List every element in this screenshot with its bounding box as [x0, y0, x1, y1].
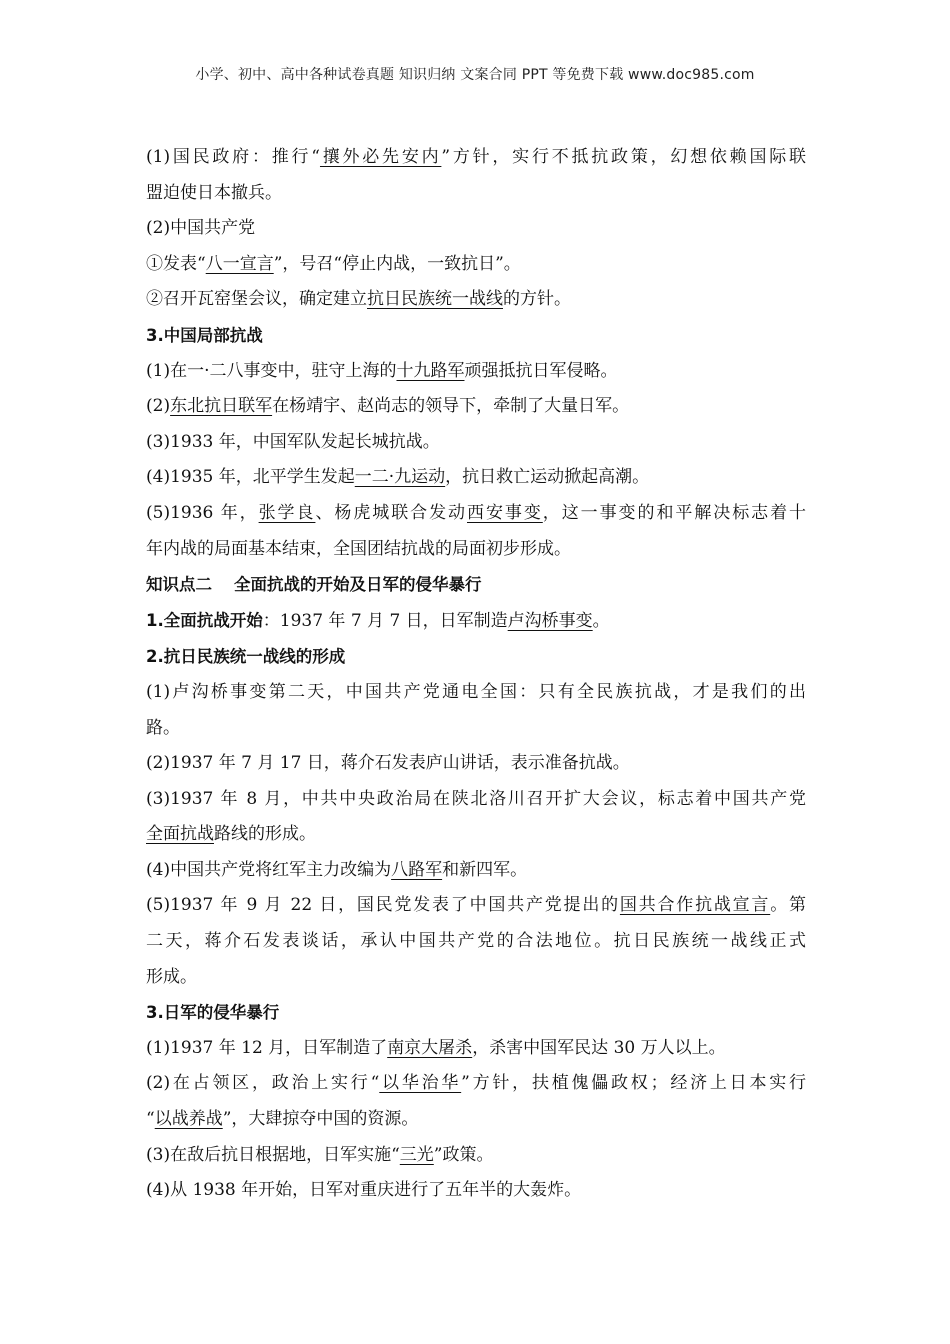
header-text: 小学、初中、高中各种试卷真题 知识归纳 文案合同 PPT 等免费下载 www.doc985.com [195, 67, 755, 83]
page-header [0, 64, 950, 84]
paragraph-line: (4)中国共产党将红军主力改编为八路军和新四军。 [146, 859, 528, 880]
paragraph-line: (3)在敌后抗日根据地，日军实施“三光”政策。 [146, 1144, 494, 1165]
paragraph-line: (2)东北抗日联军在杨靖宇、赵尚志的领导下，牵制了大量日军。 [146, 396, 630, 417]
knowledge-point-heading: 知识点二 全面抗战的开始及日军的侵华暴行 [146, 575, 482, 595]
underlined-term: 攘外必先安内 [319, 147, 442, 167]
paragraph-line: (1)1937 年 12 月，日军制造了南京大屠杀，杀害中国军民达 30 万人以上。 [146, 1037, 726, 1058]
paragraph-line: 路。 [146, 717, 180, 738]
paragraph-line: 1.全面抗战开始：1937 年 7 月 7 日，日军制造卢沟桥事变。 [146, 610, 610, 631]
section-heading: 3.中国局部抗战 [146, 325, 263, 345]
paragraph-line: (4)从 1938 年开始，日军对重庆进行了五年半的大轰炸。 [146, 1180, 582, 1201]
paragraph-line: (2)在占领区，政治上实行“以华治华”方针，扶植傀儡政权；经济上日本实行 [146, 1073, 806, 1094]
underlined-term: 东北抗日联军 [170, 396, 273, 417]
section-heading: 3.日军的侵华暴行 [146, 1003, 280, 1023]
paragraph-line: (5)1936 年，张学良、杨虎城联合发动西安事变，这一事变的和平解决标志着十 [146, 502, 807, 523]
inline-heading: 1.全面抗战开始 [146, 610, 263, 630]
paragraph-line: 全面抗战路线的形成。 [146, 824, 316, 845]
underlined-term: 一二·九运动 [354, 467, 446, 488]
paragraph-line: (3)1937 年 8 月，中共中央政治局在陕北洛川召开扩大会议，标志着中国共产党 [146, 788, 806, 809]
underlined-term: 全面抗战 [146, 824, 214, 845]
underlined-term: 八一宣言 [205, 253, 274, 274]
paragraph-line: (1)卢沟桥事变第二天，中国共产党通电全国：只有全民族抗战，才是我们的出 [146, 681, 806, 702]
underlined-term: 抗日民族统一战线 [367, 289, 503, 310]
paragraph-line: 二天，蒋介石发表谈话，承认中国共产党的合法地位。抗日民族统一战线正式 [146, 931, 806, 952]
underlined-term: 西安事变 [467, 502, 543, 523]
paragraph-line: 盟迫使日本撤兵。 [146, 182, 282, 203]
underlined-term: 国共合作抗战宣言 [619, 895, 771, 916]
underlined-term: 三光 [399, 1144, 434, 1165]
paragraph-line: (2)中国共产党 [146, 218, 256, 239]
paragraph-line: ①发表“八一宣言”，号召“停止内战，一致抗日”。 [146, 253, 521, 274]
underlined-term: 张学良 [258, 502, 316, 523]
underlined-term: 八路军 [391, 859, 443, 880]
section-heading: 2.抗日民族统一战线的形成 [146, 647, 346, 667]
paragraph-line: (1)国民政府：推行“攘外必先安内”方针，实行不抵抗政策，幻想依赖国际联 [146, 147, 806, 167]
paragraph-line: 形成。 [146, 966, 197, 987]
paragraph-line: (2)1937 年 7 月 17 日，蒋介石发表庐山讲话，表示准备抗战。 [146, 753, 630, 774]
paragraph-line: 年内战的局面基本结束，全国团结抗战的局面初步形成。 [146, 538, 571, 559]
underlined-term: 以战养战 [154, 1109, 223, 1130]
paragraph-line: (5)1937 年 9 月 22 日，国民党发表了中国共产党提出的国共合作抗战宣言。第 [146, 895, 807, 916]
paragraph-line: (1)在一·二八事变中，驻守上海的十九路军顽强抵抗日军侵略。 [146, 360, 618, 381]
underlined-term: 以华治华 [379, 1073, 462, 1094]
underlined-term: 十九路军 [396, 360, 465, 381]
paragraph-line: “以战养战”，大肆掠夺中国的资源。 [146, 1109, 419, 1130]
paragraph-line: (4)1935 年，北平学生发起一二·九运动，抗日救亡运动掀起高潮。 [146, 467, 650, 488]
paragraph-line: (3)1933 年，中国军队发起长城抗战。 [146, 431, 440, 452]
paragraph-line: ②召开瓦窑堡会议，确定建立抗日民族统一战线的方针。 [146, 289, 571, 310]
document-body [146, 140, 806, 1209]
underlined-term: 卢沟桥事变 [507, 610, 593, 631]
underlined-term: 南京大屠杀 [387, 1037, 473, 1058]
